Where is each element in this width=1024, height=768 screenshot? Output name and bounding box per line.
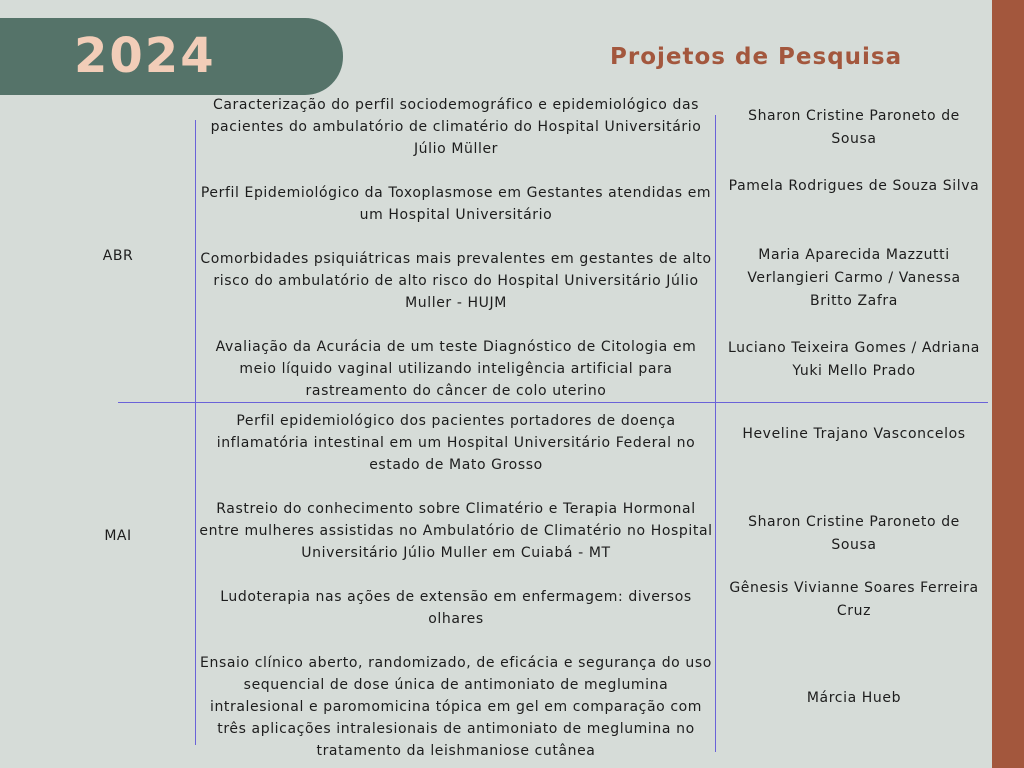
project-author: Sharon Cristine Paroneto de Sousa xyxy=(748,514,960,553)
project-author: Márcia Hueb xyxy=(806,690,902,706)
project-author: Maria Aparecida Mazzutti Verlangieri Carmo / Vanessa Britto Zafra xyxy=(747,247,961,309)
project-author: Luciano Teixeira Gomes / Adriana Yuki Mello Prado xyxy=(728,340,980,379)
row-divider xyxy=(118,402,988,403)
project-author: Sharon Cristine Paroneto de Sousa xyxy=(748,108,960,147)
project-author: Gênesis Vivianne Soares Ferreira Cruz xyxy=(729,580,979,619)
project-title: Perfil Epidemiológico da Toxoplasmose em Gestantes atendidas em um Hospital Universitário xyxy=(200,185,712,223)
project-title: Rastreio do conhecimento sobre Climatério e Terapia Hormonal entre mulheres assistidas no Ambulatório de Climatério no Hospital Universitário Júlio Muller em Cuiabá - MT xyxy=(199,501,713,561)
project-title: Avaliação da Acurácia de um teste Diagnóstico de Citologia em meio líquido vaginal utilizando inteligência artificial para rastreamento do câncer de colo uterino xyxy=(215,339,697,399)
project-author: Heveline Trajano Vasconcelos xyxy=(742,426,966,442)
project-title: Comorbidades psiquiátricas mais prevalentes em gestantes de alto risco do ambulatório de alto risco do Hospital Universitário Júlio Muller - HUJM xyxy=(200,251,712,311)
month-label-mai: MAI xyxy=(104,528,132,544)
project-title: Ensaio clínico aberto, randomizado, de eficácia e segurança do uso sequencial de dose única de antimoniato de meglumina intralesional e paromomicina tópica em gel em comparação com três aplicações intralesionais de antimoniato de meglumina no tratamento da leishmaniose cutânea xyxy=(200,655,712,759)
project-author: Pamela Rodrigues de Souza Silva xyxy=(728,178,980,194)
project-title: Caracterização do perfil sociodemográfico e epidemiológico das pacientes do ambulatório de climatério do Hospital Universitário Júlio Müller xyxy=(210,97,702,157)
right-accent-bar xyxy=(992,0,1024,768)
page-title: Projetos de Pesquisa xyxy=(610,44,903,70)
project-title: Perfil epidemiológico dos pacientes portadores de doença inflamatória intestinal em um Hospital Universitário Federal no estado de Mato Grosso xyxy=(216,413,696,473)
month-label-abr: ABR xyxy=(102,248,134,264)
year-label: 2024 xyxy=(74,28,216,84)
project-title: Ludoterapia nas ações de extensão em enfermagem: diversos olhares xyxy=(220,589,692,627)
